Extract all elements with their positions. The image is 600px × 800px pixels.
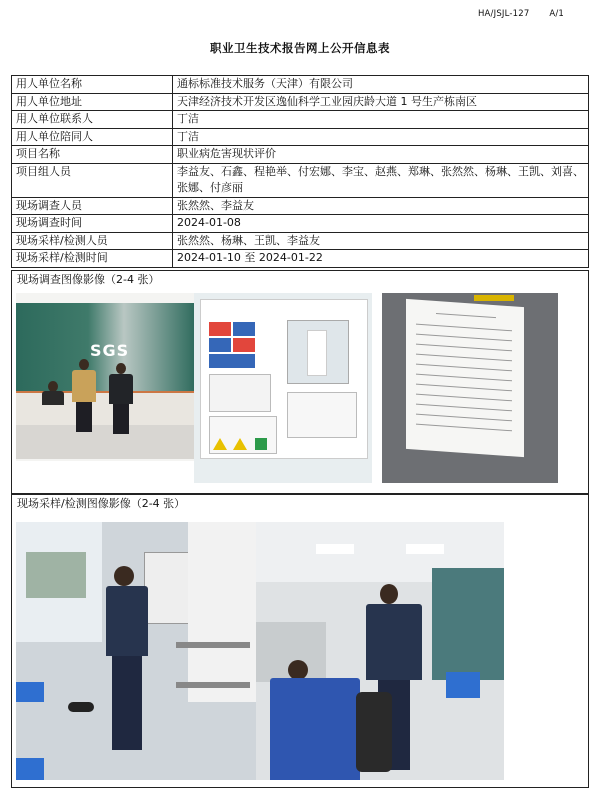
row-label: 用人单位陪同人	[12, 128, 173, 146]
row-value: 张然然、杨琳、王凯、李益友	[173, 232, 589, 250]
table-row	[12, 76, 589, 94]
table-row	[12, 146, 589, 164]
row-value: 2024-01-10 至 2024-01-22	[173, 250, 589, 268]
info-table	[11, 75, 589, 268]
survey-photo-caption: 现场调查图像影像（2-4 张）	[17, 273, 160, 286]
floor	[16, 425, 196, 459]
table-row	[12, 250, 589, 268]
notice-poster	[200, 299, 368, 459]
table-row	[12, 111, 589, 129]
survey-photo-reception	[16, 293, 196, 461]
table-row	[12, 197, 589, 215]
row-label: 现场调查人员	[12, 197, 173, 215]
row-value: 丁洁	[173, 111, 589, 129]
document-number	[478, 9, 564, 19]
row-label: 现场采样/检测人员	[12, 232, 173, 250]
warning-icon	[233, 438, 247, 450]
row-value: 2024-01-08	[173, 215, 589, 233]
doc-code: HA/JSJL-127	[477, 9, 530, 19]
row-label: 用人单位地址	[12, 93, 173, 111]
row-label: 现场采样/检测时间	[12, 250, 173, 268]
survey-photo-section	[11, 270, 589, 494]
row-label: 现场调查时间	[12, 215, 173, 233]
sampling-photo-lab	[256, 522, 504, 780]
warning-icon	[213, 438, 227, 450]
sampling-photo-section	[11, 494, 589, 788]
row-label: 项目组人员	[12, 163, 173, 197]
sampling-photo-worker	[16, 522, 256, 780]
survey-photo-notice-board	[194, 293, 372, 483]
table-row	[12, 215, 589, 233]
row-value: 职业病危害现状评价	[173, 146, 589, 164]
doc-revision: A/1	[549, 9, 564, 19]
row-value: 通标标准技术服务（天津）有限公司	[173, 76, 589, 94]
row-label: 项目名称	[12, 146, 173, 164]
safety-sign-icon	[255, 438, 267, 450]
page-title: 职业卫生技术报告网上公开信息表	[210, 41, 390, 55]
table-row	[12, 128, 589, 146]
row-value: 丁洁	[173, 128, 589, 146]
table-row	[12, 163, 589, 197]
posted-document	[406, 299, 524, 457]
survey-photo-document	[382, 293, 558, 483]
table-row	[12, 232, 589, 250]
row-value: 天津经济技术开发区逸仙科学工业园庆龄大道 1 号生产栋南区	[173, 93, 589, 111]
row-value: 张然然、李益友	[173, 197, 589, 215]
row-label: 用人单位名称	[12, 76, 173, 94]
row-value: 李益友、石鑫、程艳举、付宏娜、李宝、赵燕、郑琳、张然然、杨琳、王凯、刘喜、张娜、付彦丽	[173, 163, 589, 197]
row-label: 用人单位联系人	[12, 111, 173, 129]
sgs-logo: SGS	[90, 341, 130, 360]
sampling-photo-caption: 现场采样/检测图像影像（2-4 张）	[17, 497, 186, 510]
table-row	[12, 93, 589, 111]
